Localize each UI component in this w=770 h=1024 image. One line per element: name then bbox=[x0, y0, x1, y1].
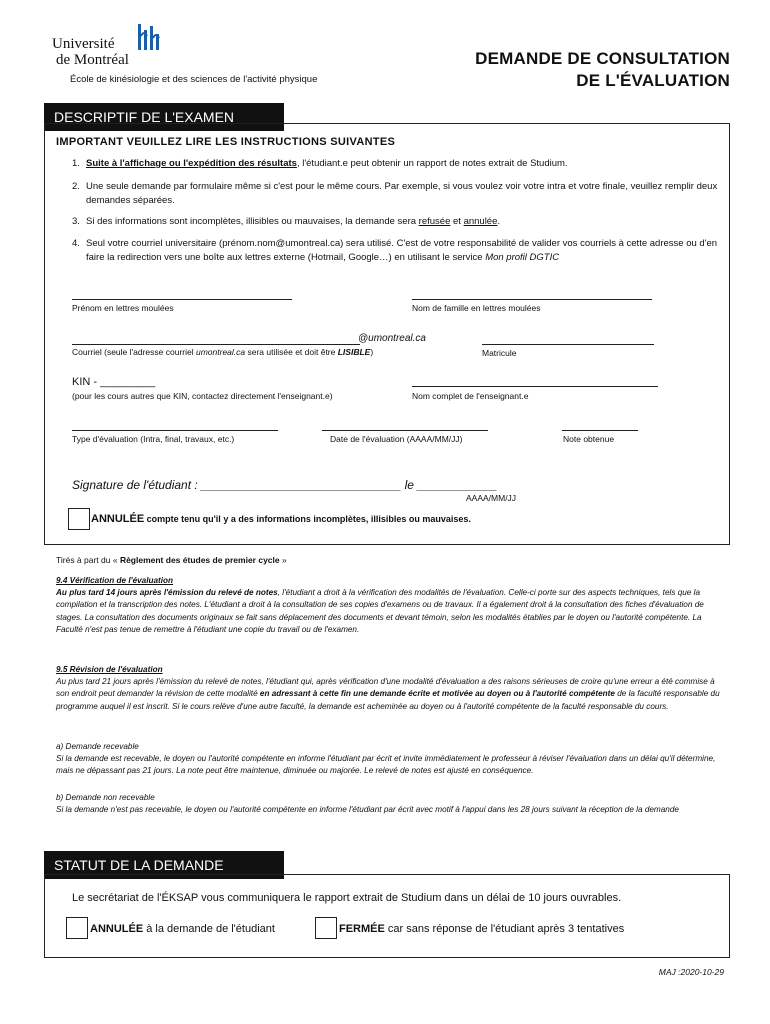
prenom-label: Prénom en lettres moulées bbox=[72, 303, 174, 313]
eval-type-field[interactable] bbox=[72, 430, 278, 431]
demande-non-recevable-text: Si la demande n'est pas recevable, le doyen ou l'autorité compétente en informe l'étudiant par écrit avec motif à l'appui dans les 28 jours suivant la réception de la demande bbox=[56, 805, 679, 814]
annulee-bold: ANNULÉE bbox=[91, 513, 145, 525]
instruction-4-text: Seul votre courriel universitaire (prénom.nom@umontreal.ca) sera utilisé. C'est de votre responsabilité de valider vos courriels à cette adresse ou d'en faire la redirection vers une boîte aux lettres externe (Hotmail, Google…) en utilisant le service bbox=[86, 238, 718, 263]
instruction-3-end: . bbox=[497, 216, 501, 227]
eval-date-field[interactable] bbox=[322, 430, 488, 431]
email-suffix: @umontreal.ca bbox=[358, 333, 426, 344]
eval-type-label: Type d'évaluation (Intra, final, travaux, etc.) bbox=[72, 434, 235, 444]
status-intro: Le secrétariat de l'ÉKSAP vous communiquera le rapport extrait de Studium dans un délai de 10 jours ouvrables. bbox=[72, 892, 622, 904]
instruction-3-text: Si des informations sont incomplètes, illisibles ou mauvaises, la demande sera bbox=[86, 216, 419, 227]
demande-recevable-title: a) Demande recevable bbox=[56, 742, 139, 751]
instruction-2 bbox=[72, 180, 718, 208]
instruction-number: 4. bbox=[72, 238, 80, 249]
prenom-field[interactable] bbox=[72, 299, 292, 300]
section-heading-statut: STATUT DE LA DEMANDE bbox=[44, 851, 284, 879]
s95-body-c: de la faculté responsable du programme auquel il est inscrit. Si le cours relève d'une autre faculté, la demande est acheminée au doyen ou à l'autorité compétente de la faculté responsable du cours. bbox=[56, 689, 720, 711]
refusee-word: refusée bbox=[418, 216, 451, 227]
fermee-bold: FERMÉE bbox=[339, 923, 385, 935]
instruction-number: 1. bbox=[72, 158, 80, 169]
instruction-number: 2. bbox=[72, 181, 80, 192]
annulee-checkbox[interactable] bbox=[68, 508, 90, 530]
kin-field[interactable]: KIN - _________ bbox=[72, 376, 156, 388]
annulee-statement bbox=[91, 513, 471, 525]
teacher-field[interactable] bbox=[412, 386, 658, 387]
service-name: Mon profil DGTIC bbox=[485, 252, 560, 263]
section-heading-descriptif: DESCRIPTIF DE L'EXAMEN bbox=[44, 103, 284, 131]
status-box bbox=[44, 874, 730, 958]
demande-non-recevable-title: b) Demande non recevable bbox=[56, 793, 155, 802]
annulee-bold: ANNULÉE bbox=[90, 923, 144, 935]
university-logo-text bbox=[52, 36, 129, 68]
section-9-4-title: 9.4 Vérification de l'évaluation bbox=[56, 576, 174, 585]
note-label: Note obtenue bbox=[563, 434, 615, 444]
signature-date-label: AAAA/MM/JJ bbox=[466, 493, 517, 503]
eval-date-label: Date de l'évaluation (AAAA/MM/JJ) bbox=[330, 434, 463, 444]
matricule-label: Matricule bbox=[482, 348, 517, 358]
title-line1: DEMANDE DE CONSULTATION bbox=[475, 49, 730, 68]
fermee-reason: car sans réponse de l'étudiant après 3 tentatives bbox=[384, 923, 625, 935]
instruction-number: 3. bbox=[72, 216, 80, 227]
s95-bold: en adressant à cette fin une demande écrite et motivée au doyen ou à l'autorité compétente bbox=[259, 689, 615, 699]
section-9-5-text bbox=[56, 676, 722, 713]
instruction-1-lead: Suite à l'affichage ou l'expédition des résultats bbox=[86, 158, 297, 169]
instruction-2-text: Une seule demande par formulaire même si c'est pour le même cours. Par exemple, si vous voulez voir votre intra et votre finale, veuillez remplir deux demandes séparées. bbox=[86, 181, 718, 206]
source-suffix: » bbox=[279, 555, 287, 565]
title-line2: DE L'ÉVALUATION bbox=[576, 71, 730, 90]
nom-label: Nom de famille en lettres moulées bbox=[412, 303, 541, 313]
email-label-part: sera utilisée et doit être bbox=[245, 347, 338, 357]
email-field[interactable] bbox=[72, 344, 360, 345]
instruction-4 bbox=[72, 237, 718, 265]
section-9-5-title: 9.5 Révision de l'évaluation bbox=[56, 665, 163, 674]
s94-body: , l'étudiant a droit à la vérification des modalités de l'évaluation. Celle-ci porte sur des aspects techniques, tels que la compilation et la transcription des notes. L'étudiant a droit à la consultation de ses copies d'examens ou de travaux. Il a également droit à la consultation des fiches d'évaluation de stages. La consultation des documents originaux se fait sans déplacement des documents et devant témoin, selon les modalités établies par le doyen ou l'autorité compétente. La Faculté n'est pas tenue de remettre à l'étudiant une copie du travail ou de l'examen. bbox=[56, 588, 704, 634]
annulee-word: annulée bbox=[463, 216, 498, 227]
demande-recevable-text: Si la demande est recevable, le doyen ou l'autorité compétente en informe l'étudiant par écrit et invite immédiatement le professeur à réviser l'évaluation dans un délai qu'il détermine, mais ne dépassant pas 21 jours. La note peut être maintenue, diminuée ou majorée. Le relevé de notes est ajusté en conséquence. bbox=[56, 754, 716, 776]
matricule-field[interactable] bbox=[482, 344, 654, 345]
email-label-part: Courriel (seule l'adresse courriel bbox=[72, 347, 196, 357]
annulee-student-label bbox=[90, 923, 275, 935]
fermee-label bbox=[339, 923, 624, 935]
note-field[interactable] bbox=[562, 430, 638, 431]
email-domain: umontreal.ca bbox=[195, 347, 246, 357]
lisible-word: LISIBLE bbox=[337, 347, 371, 357]
signature-field[interactable]: Signature de l'étudiant : ______________________________ le ____________ bbox=[72, 478, 498, 492]
section-9-4-text bbox=[56, 587, 722, 636]
kin-label: (pour les cours autres que KIN, contactez directement l'enseignant.e) bbox=[72, 391, 333, 401]
source-title: Règlement des études de premier cycle bbox=[119, 555, 280, 565]
source-prefix: Tirés à part du « bbox=[56, 555, 120, 565]
annulee-reason: à la demande de l'étudiant bbox=[143, 923, 275, 935]
important-notice: IMPORTANT VEUILLEZ LIRE LES INSTRUCTIONS SUIVANTES bbox=[56, 136, 396, 148]
instruction-3-and: et bbox=[450, 216, 464, 227]
university-name-line1: Université bbox=[52, 36, 115, 52]
instruction-3 bbox=[72, 215, 718, 229]
document-title bbox=[475, 48, 730, 92]
fermee-checkbox[interactable] bbox=[315, 917, 337, 939]
s94-lead: Au plus tard 14 jours après l'émission du relevé de notes bbox=[56, 588, 278, 597]
instruction-1-text: , l'étudiant.e peut obtenir un rapport de notes extrait de Studium. bbox=[296, 158, 568, 169]
regulation-source bbox=[56, 555, 287, 565]
annulee-student-checkbox[interactable] bbox=[66, 917, 88, 939]
email-label bbox=[72, 347, 373, 357]
update-date: MAJ :2020-10-29 bbox=[658, 967, 724, 977]
university-name-line2: de Montréal bbox=[56, 52, 129, 68]
instruction-1 bbox=[72, 157, 718, 171]
nom-field[interactable] bbox=[412, 299, 652, 300]
teacher-label: Nom complet de l'enseignant.e bbox=[412, 391, 529, 401]
s95-body-a: Au plus tard 21 jours après l'émission du relevé de notes, l'étudiant qui, après vérification d'une modalité d'évaluation a des raisons sérieuses de croire qu'une erreur a été commise à son endroit peut demander la révision de cette modalité bbox=[56, 677, 715, 699]
udem-logo-icon bbox=[136, 24, 162, 50]
annulee-text: compte tenu qu'il y a des informations incomplètes, illisibles ou mauvaises. bbox=[144, 514, 471, 524]
email-label-end: ) bbox=[370, 347, 374, 357]
school-name: École de kinésiologie et des sciences de l'activité physique bbox=[70, 74, 318, 85]
